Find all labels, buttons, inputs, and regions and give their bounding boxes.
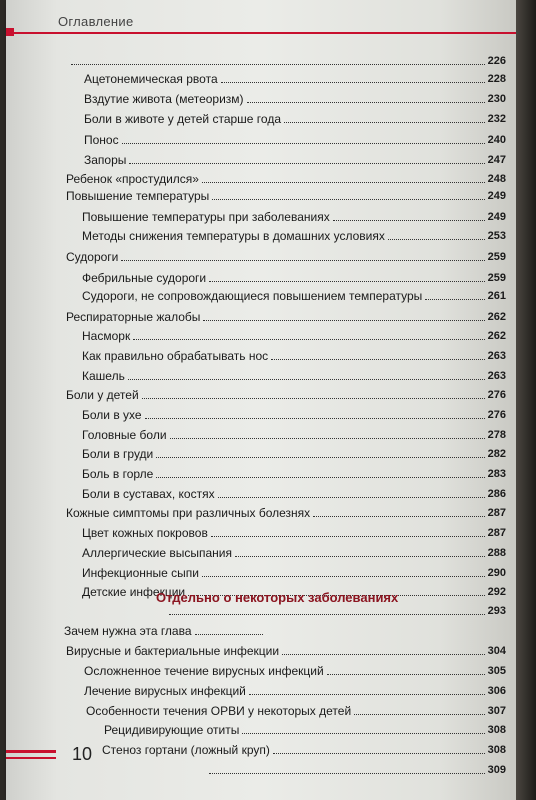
toc-entry-title: Повышение температуры при заболеваниях bbox=[82, 210, 330, 224]
toc-leader-dots bbox=[333, 219, 485, 221]
toc-entry-page: 282 bbox=[487, 448, 506, 460]
toc-entry bbox=[82, 285, 506, 303]
toc-leader-dots bbox=[327, 673, 485, 675]
toc-entry bbox=[66, 306, 506, 324]
toc-entry-title: Особенности течения ОРВИ у некоторых детей bbox=[86, 704, 352, 718]
footer-rule bbox=[6, 750, 56, 753]
toc-entry-page: 290 bbox=[487, 567, 506, 579]
toc-entry-page: 259 bbox=[487, 251, 506, 263]
toc-leader-dots bbox=[284, 121, 485, 123]
toc-leader-dots bbox=[273, 752, 485, 754]
toc-entry-title: Боли у детей bbox=[66, 388, 139, 402]
toc-entry bbox=[84, 129, 506, 147]
header-rule bbox=[6, 32, 516, 34]
toc-leader-dots bbox=[313, 515, 484, 517]
toc-entry bbox=[82, 404, 506, 422]
toc-leader-dots bbox=[133, 338, 484, 340]
toc-entry-title: Боли в груди bbox=[82, 447, 154, 461]
toc-entry-page: 306 bbox=[487, 685, 506, 697]
toc-entry-page: 249 bbox=[487, 190, 506, 202]
toc-entry-title: Лечение вирусных инфекций bbox=[84, 684, 246, 698]
toc-leader-dots bbox=[195, 633, 263, 635]
toc-entry-title: Фебрильные судороги bbox=[82, 271, 207, 285]
toc-entry-page: 308 bbox=[487, 744, 506, 756]
toc-entry bbox=[66, 168, 506, 186]
toc-entry-title: Респираторные жалобы bbox=[66, 310, 201, 324]
toc-entry bbox=[84, 68, 506, 86]
toc-entry-page: 263 bbox=[487, 350, 506, 362]
toc-leader-dots bbox=[156, 456, 484, 458]
section-heading: Отдельно о некоторых заболеваниях bbox=[156, 590, 399, 605]
toc-leader-dots bbox=[145, 417, 485, 419]
toc-entry-title: Вздутие живота (метеоризм) bbox=[84, 92, 244, 106]
toc-entry-title: Боли в ухе bbox=[82, 408, 142, 422]
toc-leader-dots bbox=[170, 437, 485, 439]
toc-entry-title: Головные боли bbox=[82, 428, 167, 442]
footer-rule-2 bbox=[6, 757, 56, 759]
toc-entry-page: 304 bbox=[487, 645, 506, 657]
toc-entry bbox=[82, 267, 506, 285]
toc-entry bbox=[104, 719, 506, 737]
toc-entry bbox=[82, 325, 506, 343]
toc-entry bbox=[102, 739, 506, 757]
toc-entry-title: Судороги bbox=[66, 250, 119, 264]
toc-entry-title: Ацетонемическая рвота bbox=[84, 72, 218, 86]
toc-entry bbox=[66, 384, 506, 402]
toc-entry-title: Методы снижения температуры в домашних условиях bbox=[82, 229, 385, 243]
toc-entry-page: 276 bbox=[487, 389, 506, 401]
toc-leader-dots bbox=[212, 198, 484, 200]
toc-entry-page: 283 bbox=[487, 468, 506, 480]
toc-entry bbox=[84, 660, 506, 678]
toc-entry-title: Цвет кожных покровов bbox=[82, 526, 208, 540]
toc-leader-dots bbox=[221, 81, 485, 83]
toc-entry-title: Кожные симптомы при различных болезнях bbox=[66, 506, 311, 520]
toc-entry-page: 278 bbox=[487, 429, 506, 441]
toc-entry-title: Как правильно обрабатывать нос bbox=[82, 349, 269, 363]
toc-entry bbox=[82, 206, 506, 224]
toc-entry-page: 253 bbox=[487, 230, 506, 242]
toc-entry bbox=[82, 463, 506, 481]
toc-entry-page: 287 bbox=[487, 507, 506, 519]
toc-entry-page: 288 bbox=[487, 547, 506, 559]
toc-entry-page: 292 bbox=[487, 586, 506, 598]
toc-entry bbox=[82, 345, 506, 363]
toc-entry bbox=[84, 149, 506, 167]
toc-leader-dots bbox=[354, 713, 484, 715]
toc-entry-page: 276 bbox=[487, 409, 506, 421]
toc-entry-page: 262 bbox=[487, 311, 506, 323]
toc-leader-dots bbox=[209, 280, 485, 282]
toc-entry bbox=[66, 185, 506, 203]
toc-entry bbox=[82, 483, 506, 501]
page-number: 10 bbox=[72, 744, 93, 764]
book-page bbox=[6, 0, 516, 800]
toc-leader-dots bbox=[203, 319, 484, 321]
toc-entry-title: Кашель bbox=[82, 369, 125, 383]
toc-entry-title: Рецидивирующие отиты bbox=[104, 723, 240, 737]
toc-leader-dots bbox=[282, 653, 485, 655]
toc-entry-title: Судороги, не сопровождающиеся повышением температуры bbox=[82, 289, 423, 303]
toc-leader-dots bbox=[242, 732, 484, 734]
toc-leader-dots bbox=[235, 555, 485, 557]
toc-entry bbox=[82, 365, 506, 383]
toc-entry-title: Инфекционные сыпи bbox=[82, 566, 200, 580]
toc-entry bbox=[66, 502, 506, 520]
toc-leader-dots bbox=[271, 358, 485, 360]
toc-entry-page: 308 bbox=[487, 724, 506, 736]
toc-entry bbox=[66, 246, 506, 264]
toc-entry bbox=[84, 680, 506, 698]
toc-entry-page: 309 bbox=[487, 764, 506, 776]
toc-entry bbox=[82, 443, 506, 461]
toc-leader-dots bbox=[388, 238, 485, 240]
toc-entry-page: 249 bbox=[487, 211, 506, 223]
toc-entry-title: Понос bbox=[84, 133, 119, 147]
book-edge-shadow bbox=[516, 0, 536, 800]
toc-leader-dots bbox=[202, 575, 485, 577]
toc-leader-dots bbox=[218, 496, 485, 498]
toc-leader-dots bbox=[209, 772, 485, 774]
toc-leader-dots bbox=[122, 142, 485, 144]
toc-leader-dots bbox=[121, 259, 484, 261]
toc-entry bbox=[82, 522, 506, 540]
toc-leader-dots bbox=[249, 693, 485, 695]
header-title: Оглавление bbox=[58, 14, 134, 29]
toc-entry bbox=[64, 620, 266, 638]
toc-entry-page: 248 bbox=[487, 173, 506, 185]
toc-entry-title: Повышение температуры bbox=[66, 189, 210, 203]
toc-entry-page: 261 bbox=[487, 290, 506, 302]
toc-entry-title: Детские инфекции bbox=[82, 585, 186, 599]
toc-leader-dots bbox=[247, 101, 485, 103]
toc-entry bbox=[68, 50, 506, 68]
toc-entry-title: Насморк bbox=[82, 329, 131, 343]
page-header bbox=[6, 8, 516, 38]
toc-leader-dots bbox=[211, 535, 485, 537]
toc-leader-dots bbox=[142, 397, 485, 399]
toc-entry-page: 293 bbox=[487, 605, 506, 617]
toc-leader-dots bbox=[425, 298, 484, 300]
toc-leader-dots bbox=[202, 181, 485, 183]
toc-entry-page: 287 bbox=[487, 527, 506, 539]
toc-entry-title: Аллергические высыпания bbox=[82, 546, 232, 560]
toc-entry-page: 228 bbox=[487, 73, 506, 85]
toc-entry-page: 286 bbox=[487, 488, 506, 500]
toc-entry bbox=[84, 108, 506, 126]
toc-entry-page: 305 bbox=[487, 665, 506, 677]
toc-entry bbox=[82, 542, 506, 560]
toc-entry-title: Осложненное течение вирусных инфекций bbox=[84, 664, 324, 678]
toc-entry-title: Ребенок «простудился» bbox=[66, 172, 199, 186]
toc-leader-dots bbox=[71, 63, 485, 65]
toc-entry bbox=[82, 225, 506, 243]
toc-leader-dots bbox=[128, 378, 485, 380]
toc-entry-title: Стеноз гортани (ложный круп) bbox=[102, 743, 270, 757]
toc-leader-dots bbox=[169, 613, 485, 615]
toc-entry bbox=[82, 424, 506, 442]
toc-entry-page: 262 bbox=[487, 330, 506, 342]
toc-entry-page: 240 bbox=[487, 134, 506, 146]
toc-entry-page: 259 bbox=[487, 272, 506, 284]
toc-entry bbox=[66, 640, 506, 658]
toc-leader-dots bbox=[129, 162, 484, 164]
toc-entry-page: 226 bbox=[487, 55, 506, 67]
toc-entry bbox=[82, 562, 506, 580]
toc-entry-page: 230 bbox=[487, 93, 506, 105]
toc-leader-dots bbox=[156, 476, 484, 478]
toc-entry-title: Запоры bbox=[84, 153, 127, 167]
toc-entry-page: 263 bbox=[487, 370, 506, 382]
toc-entry bbox=[84, 88, 506, 106]
toc-entry bbox=[206, 759, 506, 777]
toc-entry-page: 307 bbox=[487, 705, 506, 717]
toc-entry-title: Боль в горле bbox=[82, 467, 154, 481]
toc-entry-title: Вирусные и бактериальные инфекции bbox=[66, 644, 280, 658]
toc-entry-page: 232 bbox=[487, 113, 506, 125]
toc-entry-page: 247 bbox=[487, 154, 506, 166]
toc-entry-title: Зачем нужна эта глава bbox=[64, 624, 192, 638]
toc-entry-title: Боли в животе у детей старше года bbox=[84, 112, 282, 126]
toc-entry bbox=[86, 700, 506, 718]
toc-entry-title: Боли в суставах, костях bbox=[82, 487, 215, 501]
